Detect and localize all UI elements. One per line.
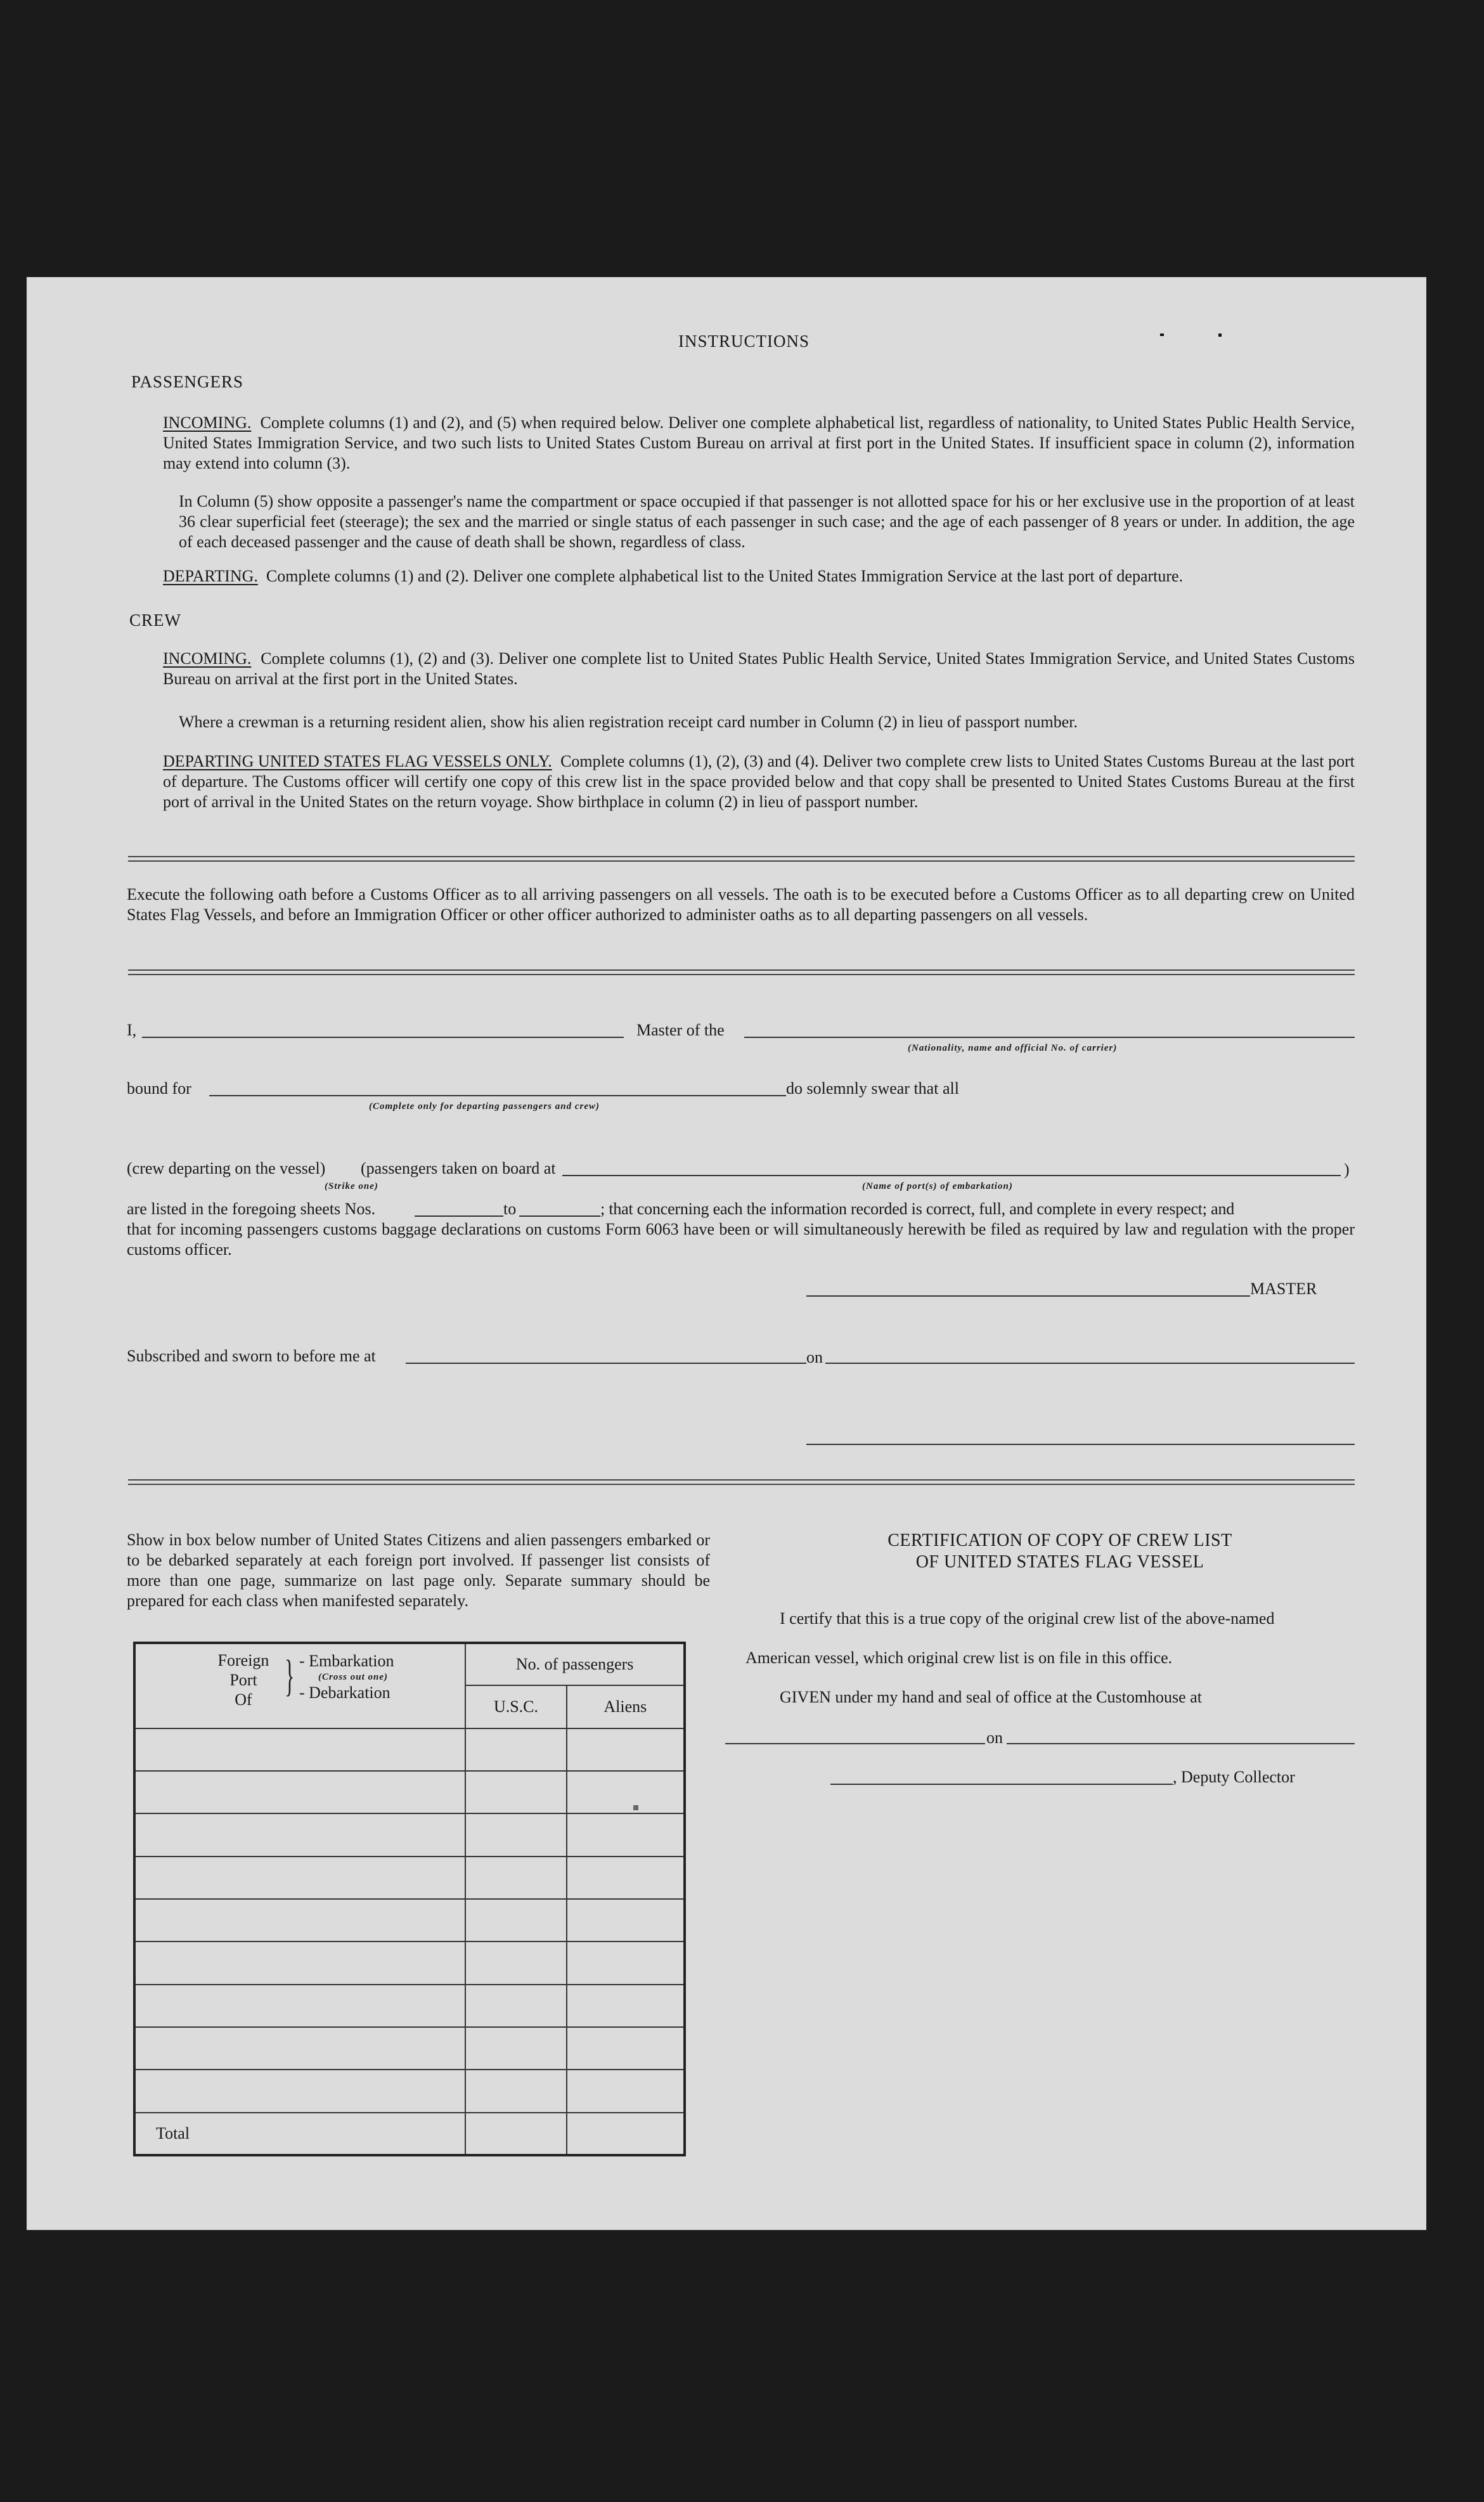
summary-intro: Show in box below number of United States Citizens and alien passengers embarked or to be debarked separately at each foreign port involved. If passenger list consists of more than one page, summarize on last page only. Separate summary should be prepared for each class when manifested separately.: [127, 1531, 710, 1610]
aliens-header: Aliens: [567, 1685, 685, 1728]
usc-header: U.S.C.: [465, 1685, 566, 1728]
master-label: MASTER: [1250, 1280, 1317, 1298]
usc-cell[interactable]: [465, 1857, 566, 1899]
master-signature-line[interactable]: [806, 1295, 1250, 1297]
passengers-incoming-text: Complete columns (1) and (2), and (5) when required below. Deliver one complete alphabetical list, regardless of nationality, to United States Public Health Service, United States Immigration Service, and two such lists to United States Custom Bureau on arrival at first port in the United States. If insufficient space in column (2), information may extend into column (3).: [163, 413, 1355, 472]
oath-i-label: I,: [127, 1021, 137, 1039]
scan-speck: [1218, 334, 1222, 337]
master-of-label: Master of the: [636, 1021, 725, 1039]
usc-cell[interactable]: [465, 1813, 566, 1856]
table-row: [134, 1941, 685, 1984]
table-row: [134, 1771, 685, 1813]
crew-incoming-paragraph: [163, 649, 1355, 689]
usc-cell[interactable]: [465, 1899, 566, 1941]
nationality-caption: (Nationality, name and official No. of carrier): [908, 1043, 1118, 1053]
sheet-from-line[interactable]: [415, 1215, 503, 1217]
usc-cell[interactable]: [465, 2070, 566, 2112]
certification-date-line[interactable]: [1007, 1743, 1355, 1744]
scan-speck: [1160, 334, 1164, 336]
divider-2: [128, 969, 1355, 975]
certification-title-line1: CERTIFICATION OF COPY OF CREW LIST: [887, 1531, 1232, 1550]
strike-one-caption: (Strike one): [325, 1181, 378, 1191]
header-foreign: Foreign: [217, 1651, 269, 1669]
port-cell[interactable]: [134, 1941, 465, 1984]
usc-cell[interactable]: [465, 1728, 566, 1771]
port-cell[interactable]: [134, 2070, 465, 2112]
sworn-date-line[interactable]: [825, 1363, 1355, 1364]
aliens-cell[interactable]: [567, 1813, 685, 1856]
passenger-summary-table: [133, 1642, 686, 2156]
table-row: [134, 1899, 685, 1941]
header-port: Port: [229, 1671, 257, 1689]
port-cell[interactable]: [134, 2027, 465, 2070]
port-cell[interactable]: [134, 1985, 465, 2027]
aliens-cell[interactable]: [567, 1899, 685, 1941]
certification-on-label: on: [986, 1728, 1003, 1747]
aliens-cell[interactable]: [567, 1728, 685, 1771]
certify-line2: American vessel, which original crew list is on file in this office.: [745, 1649, 1173, 1667]
header-embarkation: - Embarkation: [299, 1652, 394, 1670]
header-cross-out: (Cross out one): [318, 1672, 389, 1682]
usc-total-cell[interactable]: [465, 2113, 566, 2155]
table-row: [134, 2027, 685, 2070]
deputy-signature-line[interactable]: [830, 1784, 1173, 1785]
form-page: [27, 277, 1426, 2230]
table-row: [134, 2070, 685, 2112]
sworn-place-line[interactable]: [406, 1363, 806, 1364]
aliens-cell[interactable]: [567, 1771, 685, 1813]
complete-only-caption: (Complete only for departing passengers and crew): [369, 1101, 600, 1112]
deputy-collector-label: , Deputy Collector: [1173, 1768, 1295, 1786]
port-cell[interactable]: [134, 1771, 465, 1813]
crew-incoming-label: INCOMING.: [163, 649, 252, 668]
officer-signature-line[interactable]: [806, 1444, 1355, 1445]
usc-cell[interactable]: [465, 1985, 566, 2027]
scan-speck: [633, 1805, 638, 1810]
aliens-cell[interactable]: [567, 1857, 685, 1899]
given-text: GIVEN under my hand and seal of office at the Customhouse at: [780, 1688, 1202, 1706]
close-paren: ): [1344, 1160, 1350, 1179]
port-cell[interactable]: [134, 1728, 465, 1771]
passengers-incoming-paragraph: [163, 413, 1355, 474]
ports-caption: (Name of port(s) of embarkation): [862, 1181, 1013, 1191]
passengers-heading: PASSENGERS: [131, 372, 244, 391]
usc-cell[interactable]: [465, 1941, 566, 1984]
instructions-title: INSTRUCTIONS: [678, 332, 810, 351]
crew-departing-option: (crew departing on the vessel): [127, 1159, 326, 1177]
crew-heading: CREW: [129, 611, 181, 630]
total-row: [134, 2113, 685, 2155]
usc-cell[interactable]: [465, 2027, 566, 2070]
passengers-departing-paragraph: [163, 566, 1355, 587]
crew-departing-paragraph: [163, 751, 1355, 812]
passengers-incoming-label: INCOMING.: [163, 413, 252, 432]
listed-prefix: are listed in the foregoing sheets Nos.: [127, 1200, 376, 1218]
certification-title-line2: OF UNITED STATES FLAG VESSEL: [915, 1552, 1204, 1572]
sworn-on-label: on: [806, 1348, 823, 1366]
swear-text: do solemnly swear that all: [786, 1079, 959, 1098]
crew-departing-label: DEPARTING UNITED STATES FLAG VESSELS ONLY.: [163, 752, 552, 770]
crewman-paragraph: Where a crewman is a returning resident alien, show his alien registration receipt card number in Column (2) in lieu of passport number.: [179, 713, 1078, 731]
table-row: [134, 1857, 685, 1899]
crew-incoming-text: Complete columns (1), (2) and (3). Deliver one complete list to United States Public Health Service, United States Immigration Service, and United States Customs Bureau on arrival at the first port in the United States.: [163, 649, 1355, 688]
no-passengers-header: No. of passengers: [465, 1643, 685, 1685]
header-debarkation: - Debarkation: [299, 1683, 390, 1702]
aliens-cell[interactable]: [567, 2027, 685, 2070]
port-cell[interactable]: [134, 1899, 465, 1941]
certification-title: [743, 1530, 1377, 1573]
table-row: [134, 1728, 685, 1771]
divider-1: [128, 856, 1355, 862]
oath-intro: Execute the following oath before a Customs Officer as to all arriving passengers on all vessels. The oath is to be executed before a Customs Officer as to all departing crew on United States Flag Vessels, and before an Immigration Officer or other officer authorized to administer oaths as to all departing passengers on all vessels.: [127, 885, 1355, 924]
aliens-total-cell[interactable]: [567, 2113, 685, 2155]
to-label: to: [503, 1200, 517, 1218]
port-cell[interactable]: [134, 1813, 465, 1856]
column5-paragraph: In Column (5) show opposite a passenger's name the compartment or space occupied if that passenger is not allotted space for his or her exclusive use in the proportion of at least 36 clear superficial feet (steerage); the sex and the married or single status of each passenger in such case; and the age of each passenger of 8 years or under. In addition, the age of each deceased passenger and the cause of death shall be shown, regardless of class.: [179, 492, 1355, 551]
passengers-departing-label: DEPARTING.: [163, 567, 258, 585]
embarkation-ports-line[interactable]: [562, 1175, 1341, 1176]
certify-line1: I certify that this is a true copy of the original crew list of the above-named: [780, 1609, 1275, 1628]
master-name-line[interactable]: [142, 1037, 624, 1038]
passengers-taken-option: (passengers taken on board at: [361, 1159, 556, 1177]
customhouse-line[interactable]: [725, 1743, 985, 1744]
brace-icon: }: [285, 1652, 295, 1701]
bound-for-line[interactable]: [209, 1095, 786, 1096]
sheet-to-line[interactable]: [519, 1215, 600, 1217]
subscribed-label: Subscribed and sworn to before me at: [127, 1347, 376, 1365]
total-label: Total: [134, 2113, 465, 2155]
usc-cell[interactable]: [465, 1771, 566, 1813]
aliens-cell[interactable]: [567, 1941, 685, 1984]
crew-departing-text: Complete columns (1), (2), (3) and (4). Deliver two complete crew lists to United States Customs Bureau at the last port of departure. The Customs officer will certify one copy of this crew list in the space provided below and that copy shall be presented to United States Customs Bureau at the first port of arrival in the United States on the return voyage. Show birthplace in column (2) in lieu of passport number.: [163, 752, 1355, 811]
divider-3: [128, 1479, 1355, 1485]
listed-rest: that for incoming passengers customs baggage declarations on customs Form 6063 have been or will simultaneously herewith be filed as required by law and regulation with the proper customs officer.: [127, 1220, 1355, 1259]
aliens-cell[interactable]: [567, 1985, 685, 2027]
bound-for-label: bound for: [127, 1079, 191, 1098]
aliens-cell[interactable]: [567, 2070, 685, 2112]
port-header-cell: [134, 1643, 465, 1728]
passengers-departing-text: Complete columns (1) and (2). Deliver one complete alphabetical list to the United States Immigration Service at the last port of departure.: [266, 567, 1184, 585]
table-row: [134, 1985, 685, 2027]
carrier-line[interactable]: [744, 1037, 1355, 1038]
port-cell[interactable]: [134, 1857, 465, 1899]
header-of: Of: [235, 1690, 252, 1709]
listed-suffix: ; that concerning each the information recorded is correct, full, and complete in every respect; and: [600, 1200, 1235, 1218]
table-row: [134, 1813, 685, 1856]
